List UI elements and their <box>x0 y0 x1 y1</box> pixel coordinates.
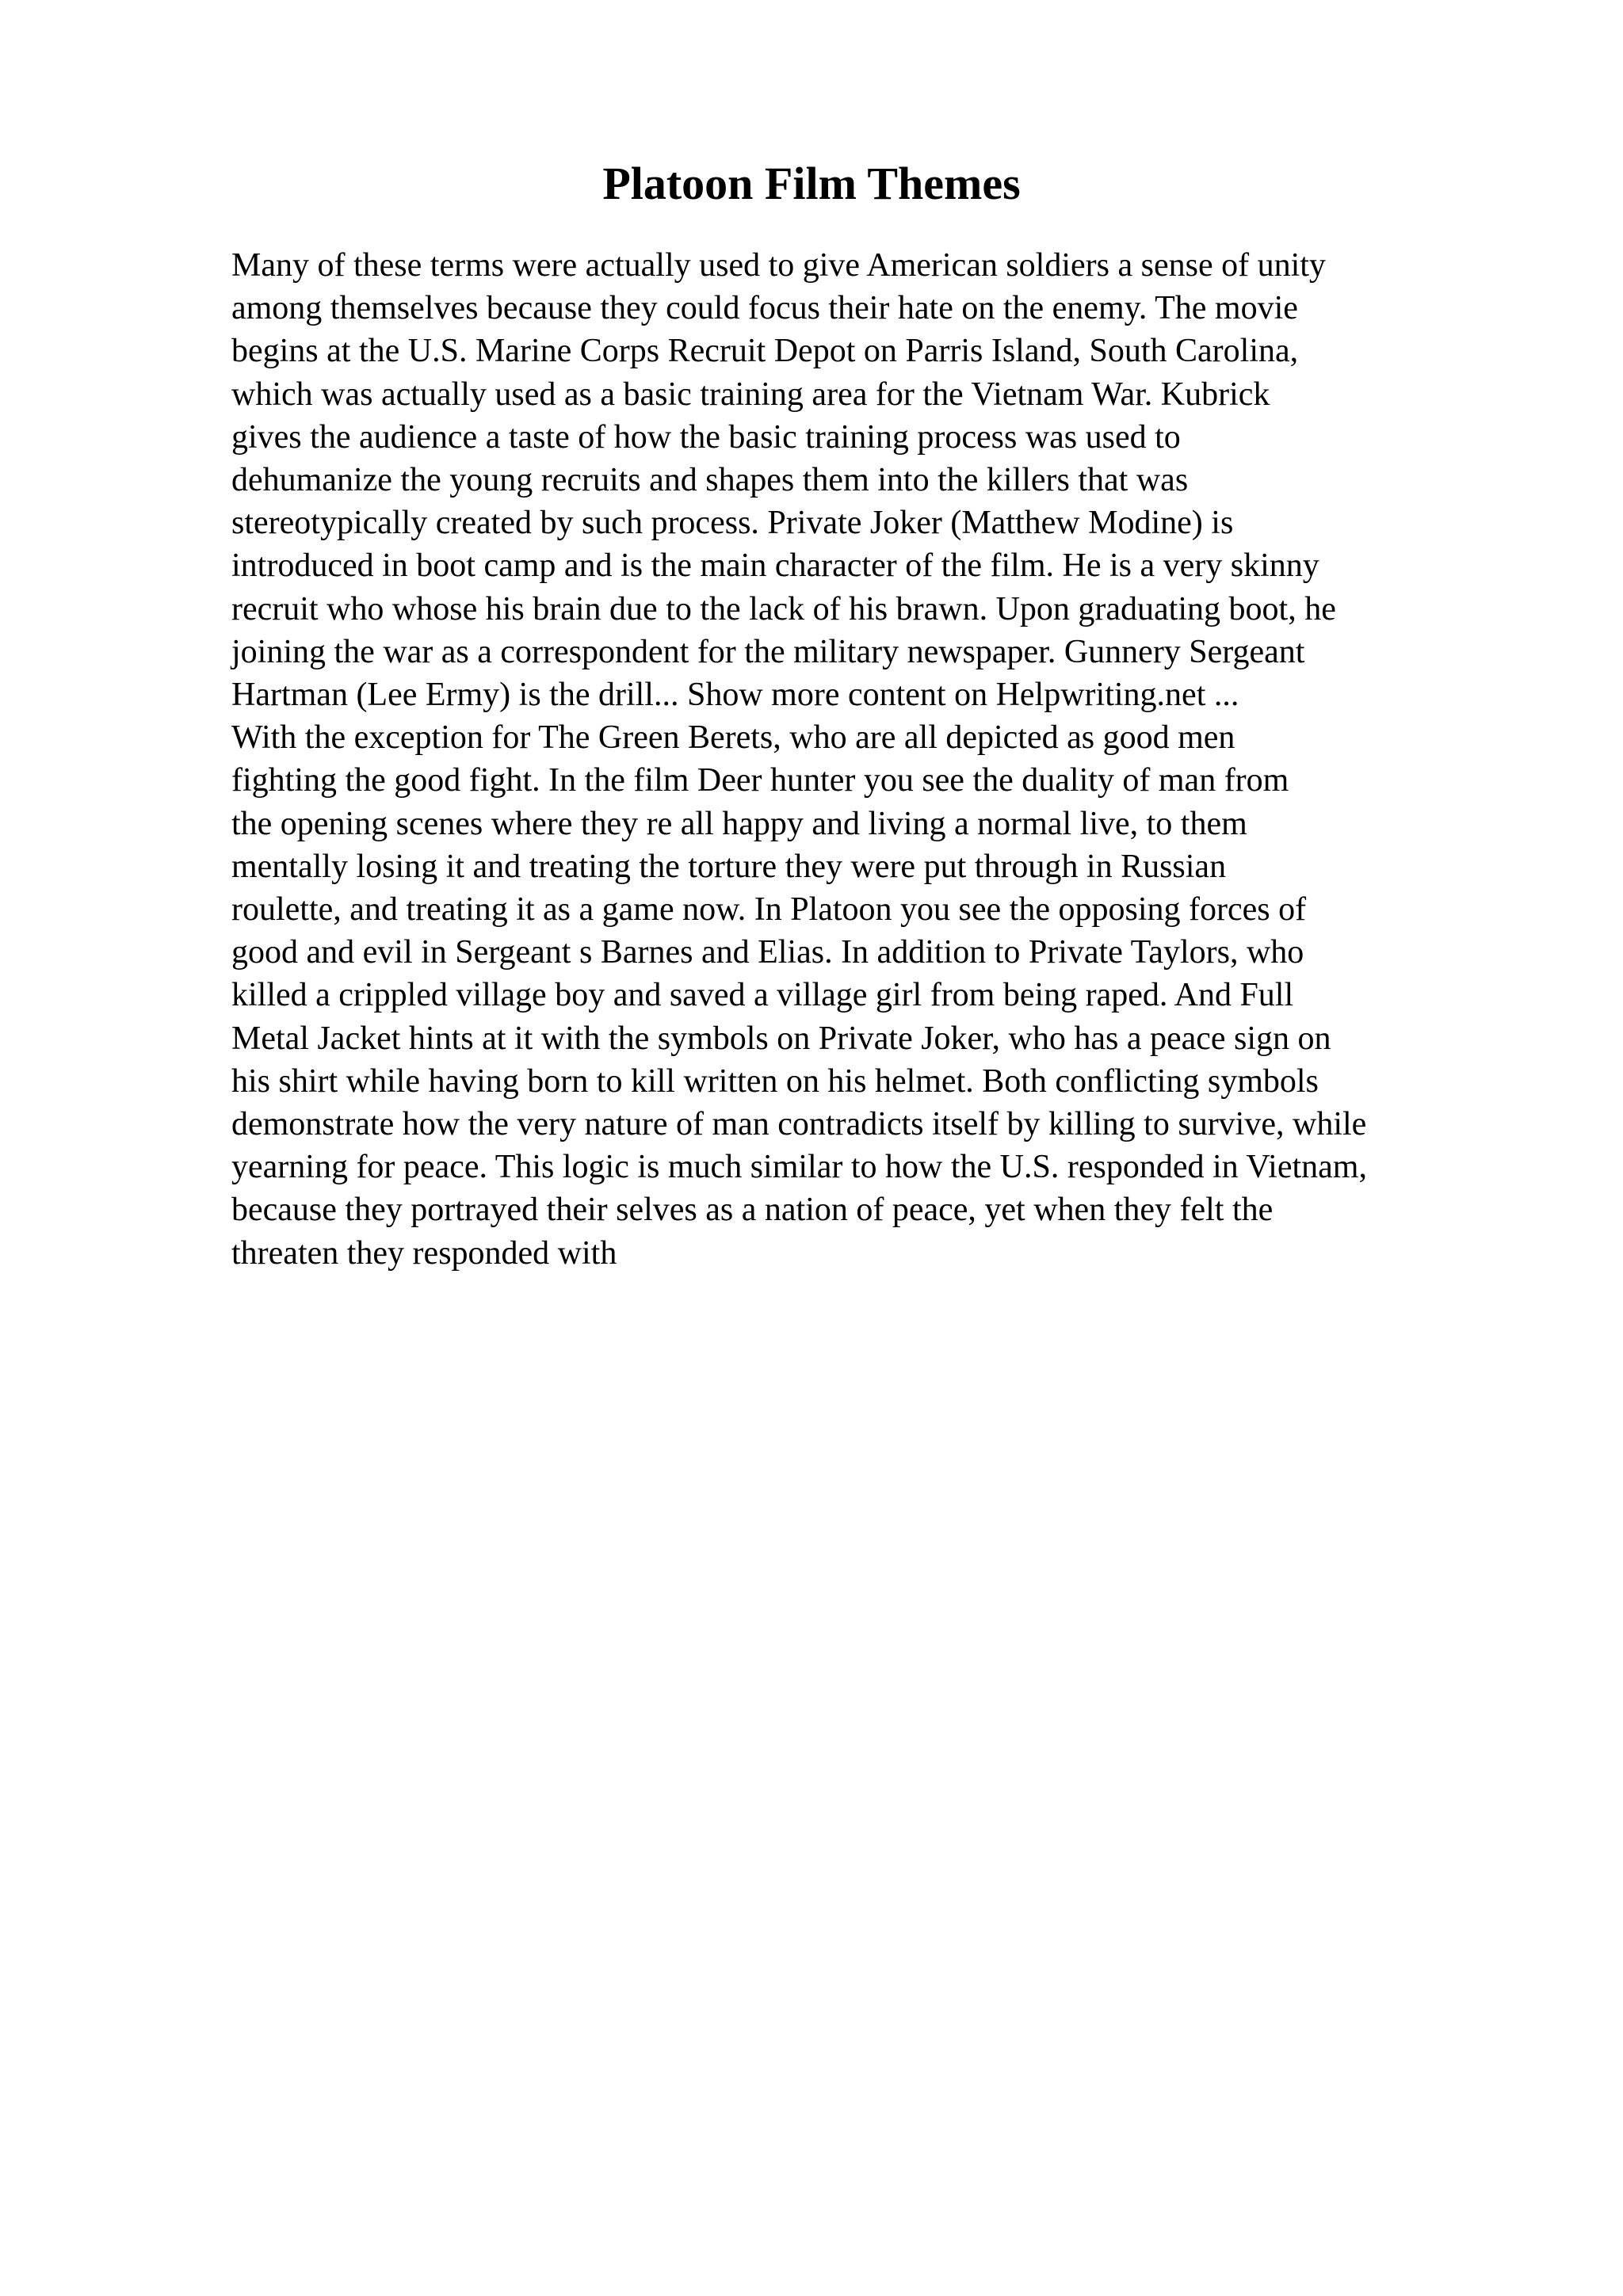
body-line: his shirt while having born to kill written on his helmet. Both conflicting symbols <box>231 1062 1319 1100</box>
body-line: recruit who whose his brain due to the lack of his brawn. Upon graduating boot, he <box>231 590 1336 627</box>
body-line: introduced in boot camp and is the main character of the film. He is a very skinny <box>231 547 1319 585</box>
body-line: because they portrayed their selves as a nation of peace, yet when they felt the <box>231 1192 1274 1229</box>
body-line: good and evil in Sergeant s Barnes and Elias. In addition to Private Taylors, who <box>231 934 1304 971</box>
body-line: Metal Jacket hints at it with the symbols on Private Joker, who has a peace sign on <box>231 1020 1331 1057</box>
body-line: Many of these terms were actually used to give American soldiers a sense of unity <box>231 247 1326 284</box>
body-line: which was actually used as a basic training area for the Vietnam War. Kubrick <box>231 376 1270 413</box>
body-line: begins at the U.S. Marine Corps Recruit Depot on Parris Island, South Carolina, <box>231 333 1299 370</box>
body-line: roulette, and treating it as a game now. In Platoon you see the opposing forces of <box>231 891 1307 929</box>
body-line: joining the war as a correspondent for the military newspaper. Gunnery Sergeant <box>231 633 1305 670</box>
body-line: dehumanize the young recruits and shapes them into the killers that was <box>231 462 1189 499</box>
body-line: the opening scenes where they re all happy and living a normal live, to them <box>231 805 1247 842</box>
document-body <box>231 244 1515 1275</box>
body-line: fighting the good fight. In the film Deer hunter you see the duality of man from <box>231 762 1289 799</box>
body-line: stereotypically created by such process. Private Joker (Matthew Modine) is <box>231 505 1234 542</box>
document-title: Platoon Film Themes <box>602 158 1021 209</box>
body-line: Hartman (Lee Ermy) is the drill... Show more content on Helpwriting.net ... <box>231 677 1239 714</box>
body-line: among themselves because they could focus their hate on the enemy. The movie <box>231 290 1298 327</box>
body-line: threaten they responded with <box>231 1234 617 1272</box>
body-line: gives the audience a taste of how the basic training process was used to <box>231 418 1181 456</box>
body-line: With the exception for The Green Berets, who are all depicted as good men <box>231 719 1235 757</box>
body-line: yearning for peace. This logic is much similar to how the U.S. responded in Vietnam, <box>231 1149 1367 1186</box>
body-line: killed a crippled village boy and saved a village girl from being raped. And Full <box>231 977 1294 1014</box>
body-line: demonstrate how the very nature of man contradicts itself by killing to survive, while <box>231 1106 1367 1143</box>
body-line: mentally losing it and treating the torture they were put through in Russian <box>231 848 1227 885</box>
